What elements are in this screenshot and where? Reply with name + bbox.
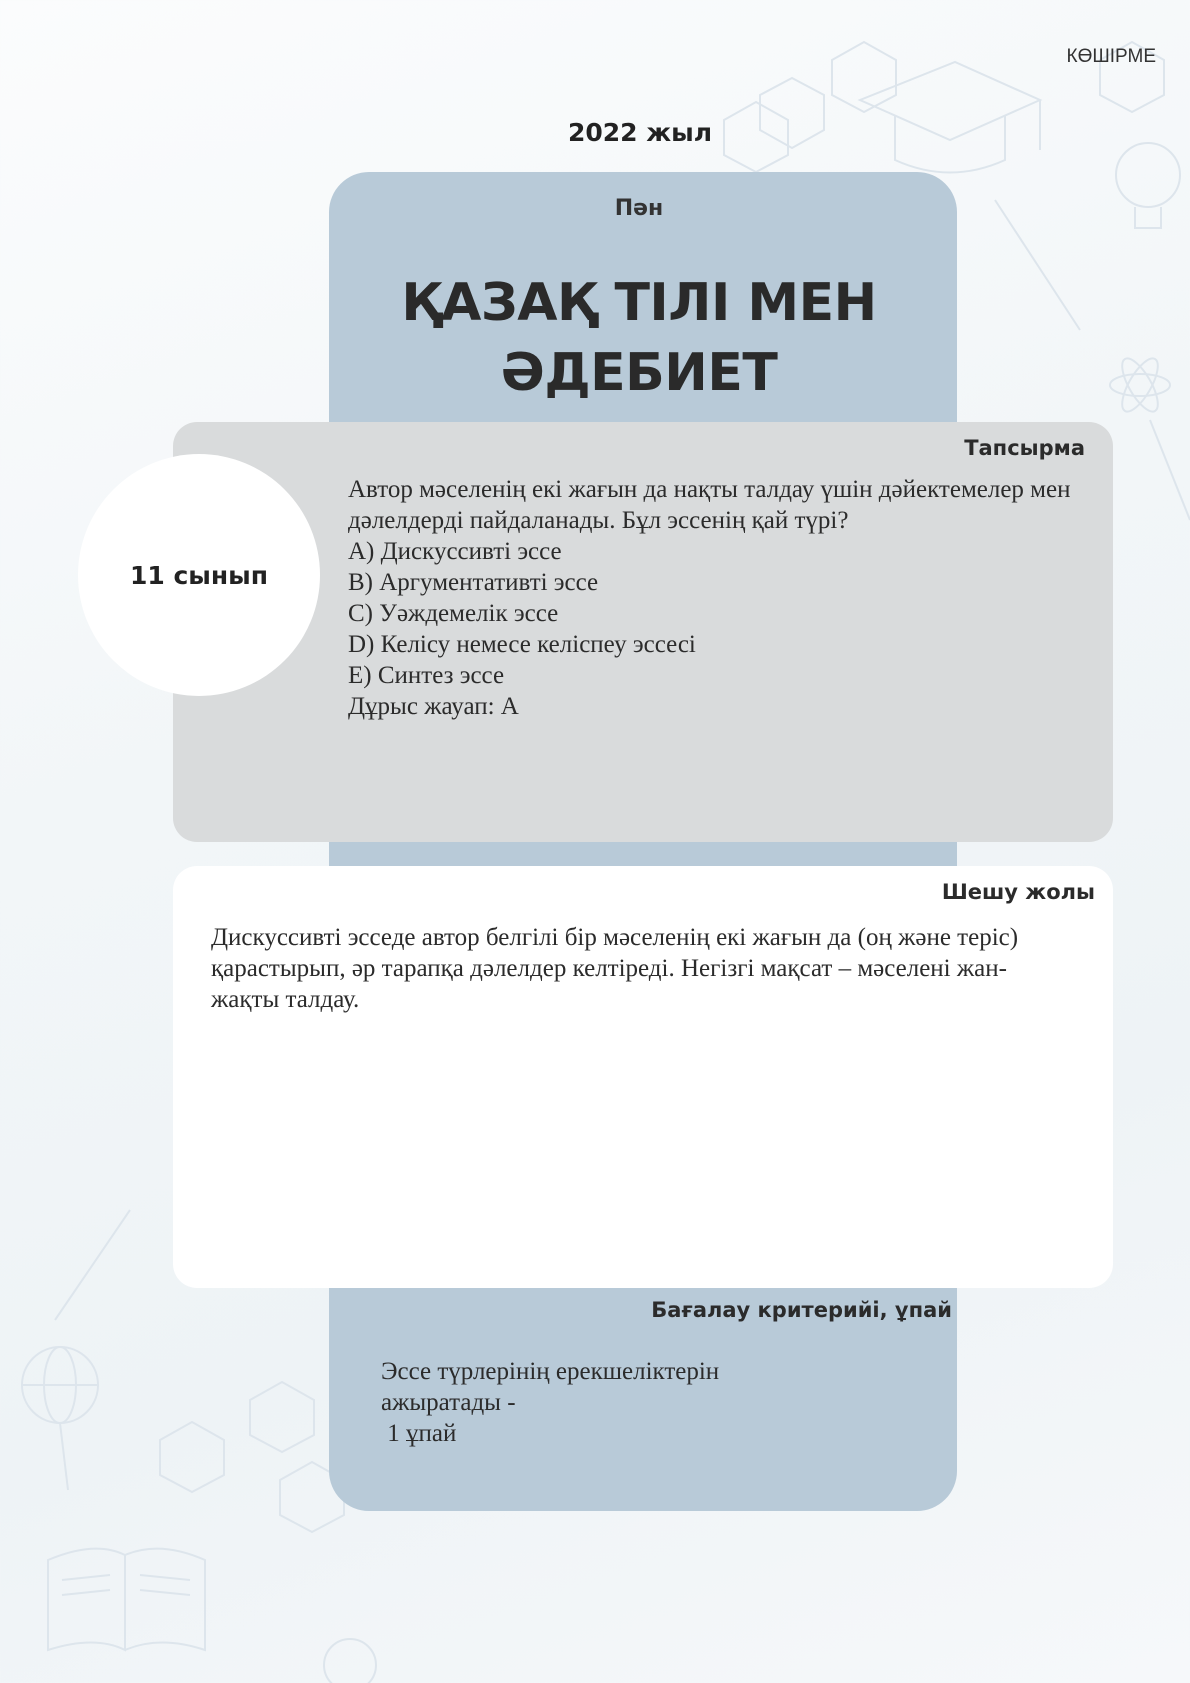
task-option: D) Келісу немесе келіспеу эссесі	[348, 631, 696, 658]
year-label: 2022 жыл	[567, 118, 713, 147]
criteria-line: ажыратады -	[381, 1389, 516, 1416]
grade-badge	[78, 454, 320, 696]
criteria-points: 1 ұпай	[381, 1420, 457, 1447]
task-option: C) Уәждемелік эссе	[348, 600, 559, 627]
subject-title	[329, 268, 949, 408]
criteria-heading: Бағалау критерийі, ұпай	[651, 1298, 952, 1322]
task-heading: Тапсырма	[964, 436, 1085, 460]
open-book-icon	[48, 1549, 205, 1650]
atom-icon	[1110, 354, 1170, 417]
globe-icon	[22, 1347, 98, 1490]
subject-title-line1: ҚАЗАҚ ТІЛІ МЕН	[401, 273, 877, 333]
lightbulb-icon	[1116, 143, 1180, 228]
task-body	[348, 474, 1084, 722]
criteria-line: Эссе түрлерінің ерекшеліктерін	[381, 1358, 720, 1385]
criteria-body	[381, 1356, 801, 1449]
subject-title-line2: ӘДЕБИЕТ	[500, 343, 778, 403]
solution-text: Дискуссивті эсседе автор белгілі бір мәселенің екі жағын да (оң және теріс) қарастырып, әр тарапқа дәлелдер келтіреді. Негізгі мақсат – мәселені жан-жақты талдау.	[211, 924, 1019, 1013]
solution-card	[173, 866, 1113, 1288]
copy-stamp: КӨШІРМЕ	[1066, 46, 1156, 67]
subject-caption: Пән	[614, 196, 664, 221]
task-option: B) Аргументативті эссе	[348, 569, 599, 596]
task-question: Автор мәселенің екі жағын да нақты талдау үшін дәйектемелер мен дәлелдерді пайдаланады. Бұл эссенің қай түрі?	[348, 476, 1071, 534]
grade-label: 11 сынып	[129, 560, 269, 590]
task-option: E) Синтез эссе	[348, 662, 505, 689]
task-answer: Дұрыс жауап: A	[348, 693, 519, 720]
task-option: A) Дискуссивті эссе	[348, 538, 562, 565]
solution-heading: Шешу жолы	[941, 880, 1095, 904]
